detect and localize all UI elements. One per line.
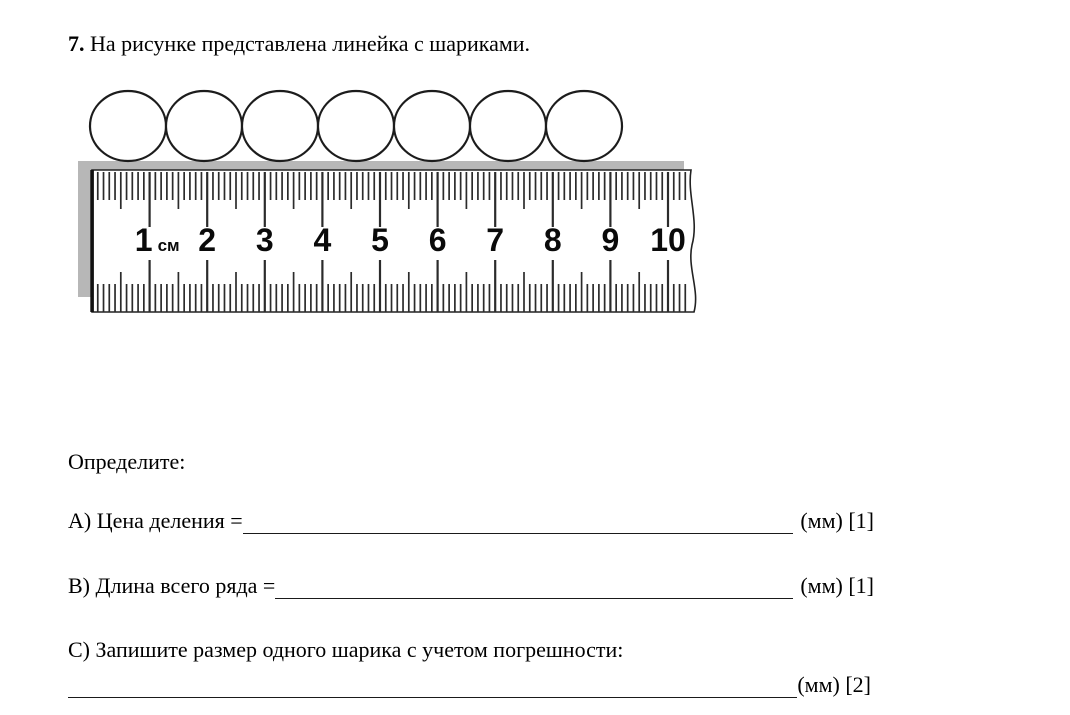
- ruler-with-balls-illustration: [70, 82, 715, 320]
- question-title-text: На рисунке представлена линейка с шариками.: [90, 31, 531, 56]
- ball-circle: [546, 91, 622, 161]
- task-row-c: [68, 672, 871, 698]
- task-a-label: А) Цена деления =: [68, 508, 243, 533]
- ruler-number: 10: [650, 222, 686, 258]
- ruler-number: 4: [313, 222, 332, 258]
- question-number: 7.: [68, 31, 85, 56]
- task-c-label: С) Запишите размер одного шарика с учетом погрешности:: [68, 637, 624, 662]
- ball-circle: [90, 91, 166, 161]
- ruler-number: 2: [198, 222, 217, 258]
- ruler-number: 5: [371, 222, 389, 258]
- ruler-number: 6: [428, 222, 447, 258]
- ruler-number: 8: [543, 222, 562, 258]
- task-row-a: [68, 508, 874, 534]
- ball-circle: [166, 91, 242, 161]
- task-a-suffix: (мм) [1]: [800, 508, 874, 533]
- ruler-left-edge: [90, 170, 94, 312]
- task-b-answer-line[interactable]: [275, 573, 793, 599]
- task-a-answer-line[interactable]: [243, 508, 794, 534]
- ball-circle: [470, 91, 546, 161]
- task-row-b: [68, 573, 874, 599]
- ruler-number: 3: [255, 222, 274, 258]
- ruler-number: 7: [486, 222, 505, 258]
- tasks-prompt: Определите:: [68, 449, 186, 474]
- ruler-number: 9: [601, 222, 620, 258]
- ball-circle: [242, 91, 318, 161]
- balls-row: [90, 91, 622, 161]
- question-title: [68, 31, 530, 57]
- ruler-number: 1: [134, 222, 153, 258]
- task-c-suffix: (мм) [2]: [797, 672, 871, 697]
- task-b-suffix: (мм) [1]: [800, 573, 874, 598]
- ball-circle: [394, 91, 470, 161]
- ruler-unit-label: см: [157, 236, 180, 255]
- ruler-figure: [70, 82, 715, 320]
- backing-bar-left: [78, 161, 92, 297]
- ball-circle: [318, 91, 394, 161]
- task-b-label: В) Длина всего ряда =: [68, 573, 276, 598]
- task-c-answer-line[interactable]: [68, 672, 797, 698]
